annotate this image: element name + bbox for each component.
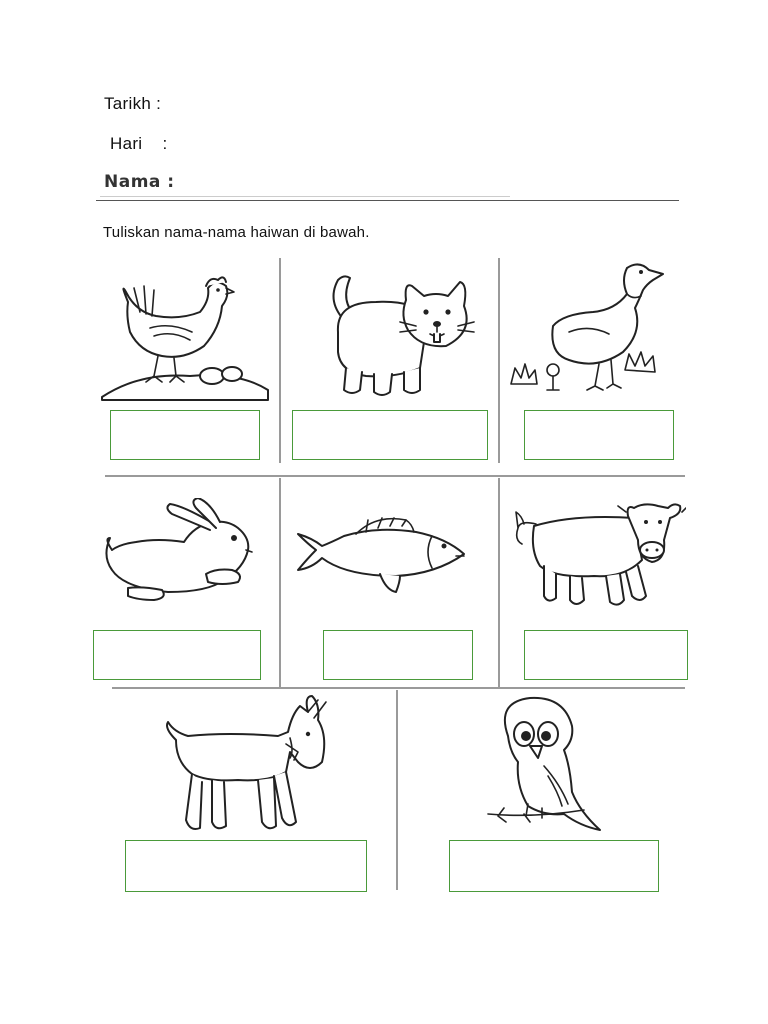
tarikh-label: Tarikh : bbox=[104, 94, 162, 113]
cat-icon bbox=[316, 272, 476, 402]
header-divider bbox=[96, 200, 679, 201]
duck-picture bbox=[503, 260, 668, 400]
cow-picture bbox=[514, 500, 686, 612]
rabbit-icon bbox=[98, 498, 256, 606]
nama-label: Nama : bbox=[104, 172, 175, 192]
grid-divider bbox=[279, 258, 281, 463]
duck-icon bbox=[503, 260, 668, 400]
header-divider-shadow bbox=[100, 196, 510, 197]
rabbit-picture bbox=[98, 498, 256, 606]
chicken-icon bbox=[100, 272, 270, 402]
answer-box-cat[interactable] bbox=[292, 410, 488, 460]
grid-divider bbox=[396, 690, 398, 890]
grid-divider bbox=[498, 478, 500, 688]
chicken-picture bbox=[100, 272, 270, 402]
answer-box-goat[interactable] bbox=[125, 840, 367, 892]
answer-box-chicken[interactable] bbox=[110, 410, 260, 460]
fish-icon bbox=[296, 512, 468, 598]
goat-icon bbox=[158, 692, 334, 836]
answer-box-duck[interactable] bbox=[524, 410, 674, 460]
bird-icon bbox=[484, 696, 608, 840]
grid-divider bbox=[112, 687, 685, 689]
instruction-text: Tuliskan nama-nama haiwan di bawah. bbox=[103, 224, 370, 241]
cat-picture bbox=[316, 272, 476, 402]
grid-divider bbox=[498, 258, 500, 463]
fish-picture bbox=[296, 512, 468, 598]
answer-box-fish[interactable] bbox=[323, 630, 473, 680]
bird-picture bbox=[484, 696, 608, 840]
hari-label: Hari : bbox=[110, 134, 168, 153]
answer-box-rabbit[interactable] bbox=[93, 630, 261, 680]
goat-picture bbox=[158, 692, 334, 836]
cow-icon bbox=[514, 500, 686, 612]
grid-divider bbox=[105, 475, 685, 477]
answer-box-cow[interactable] bbox=[524, 630, 688, 680]
answer-box-bird[interactable] bbox=[449, 840, 659, 892]
grid-divider bbox=[279, 478, 281, 688]
